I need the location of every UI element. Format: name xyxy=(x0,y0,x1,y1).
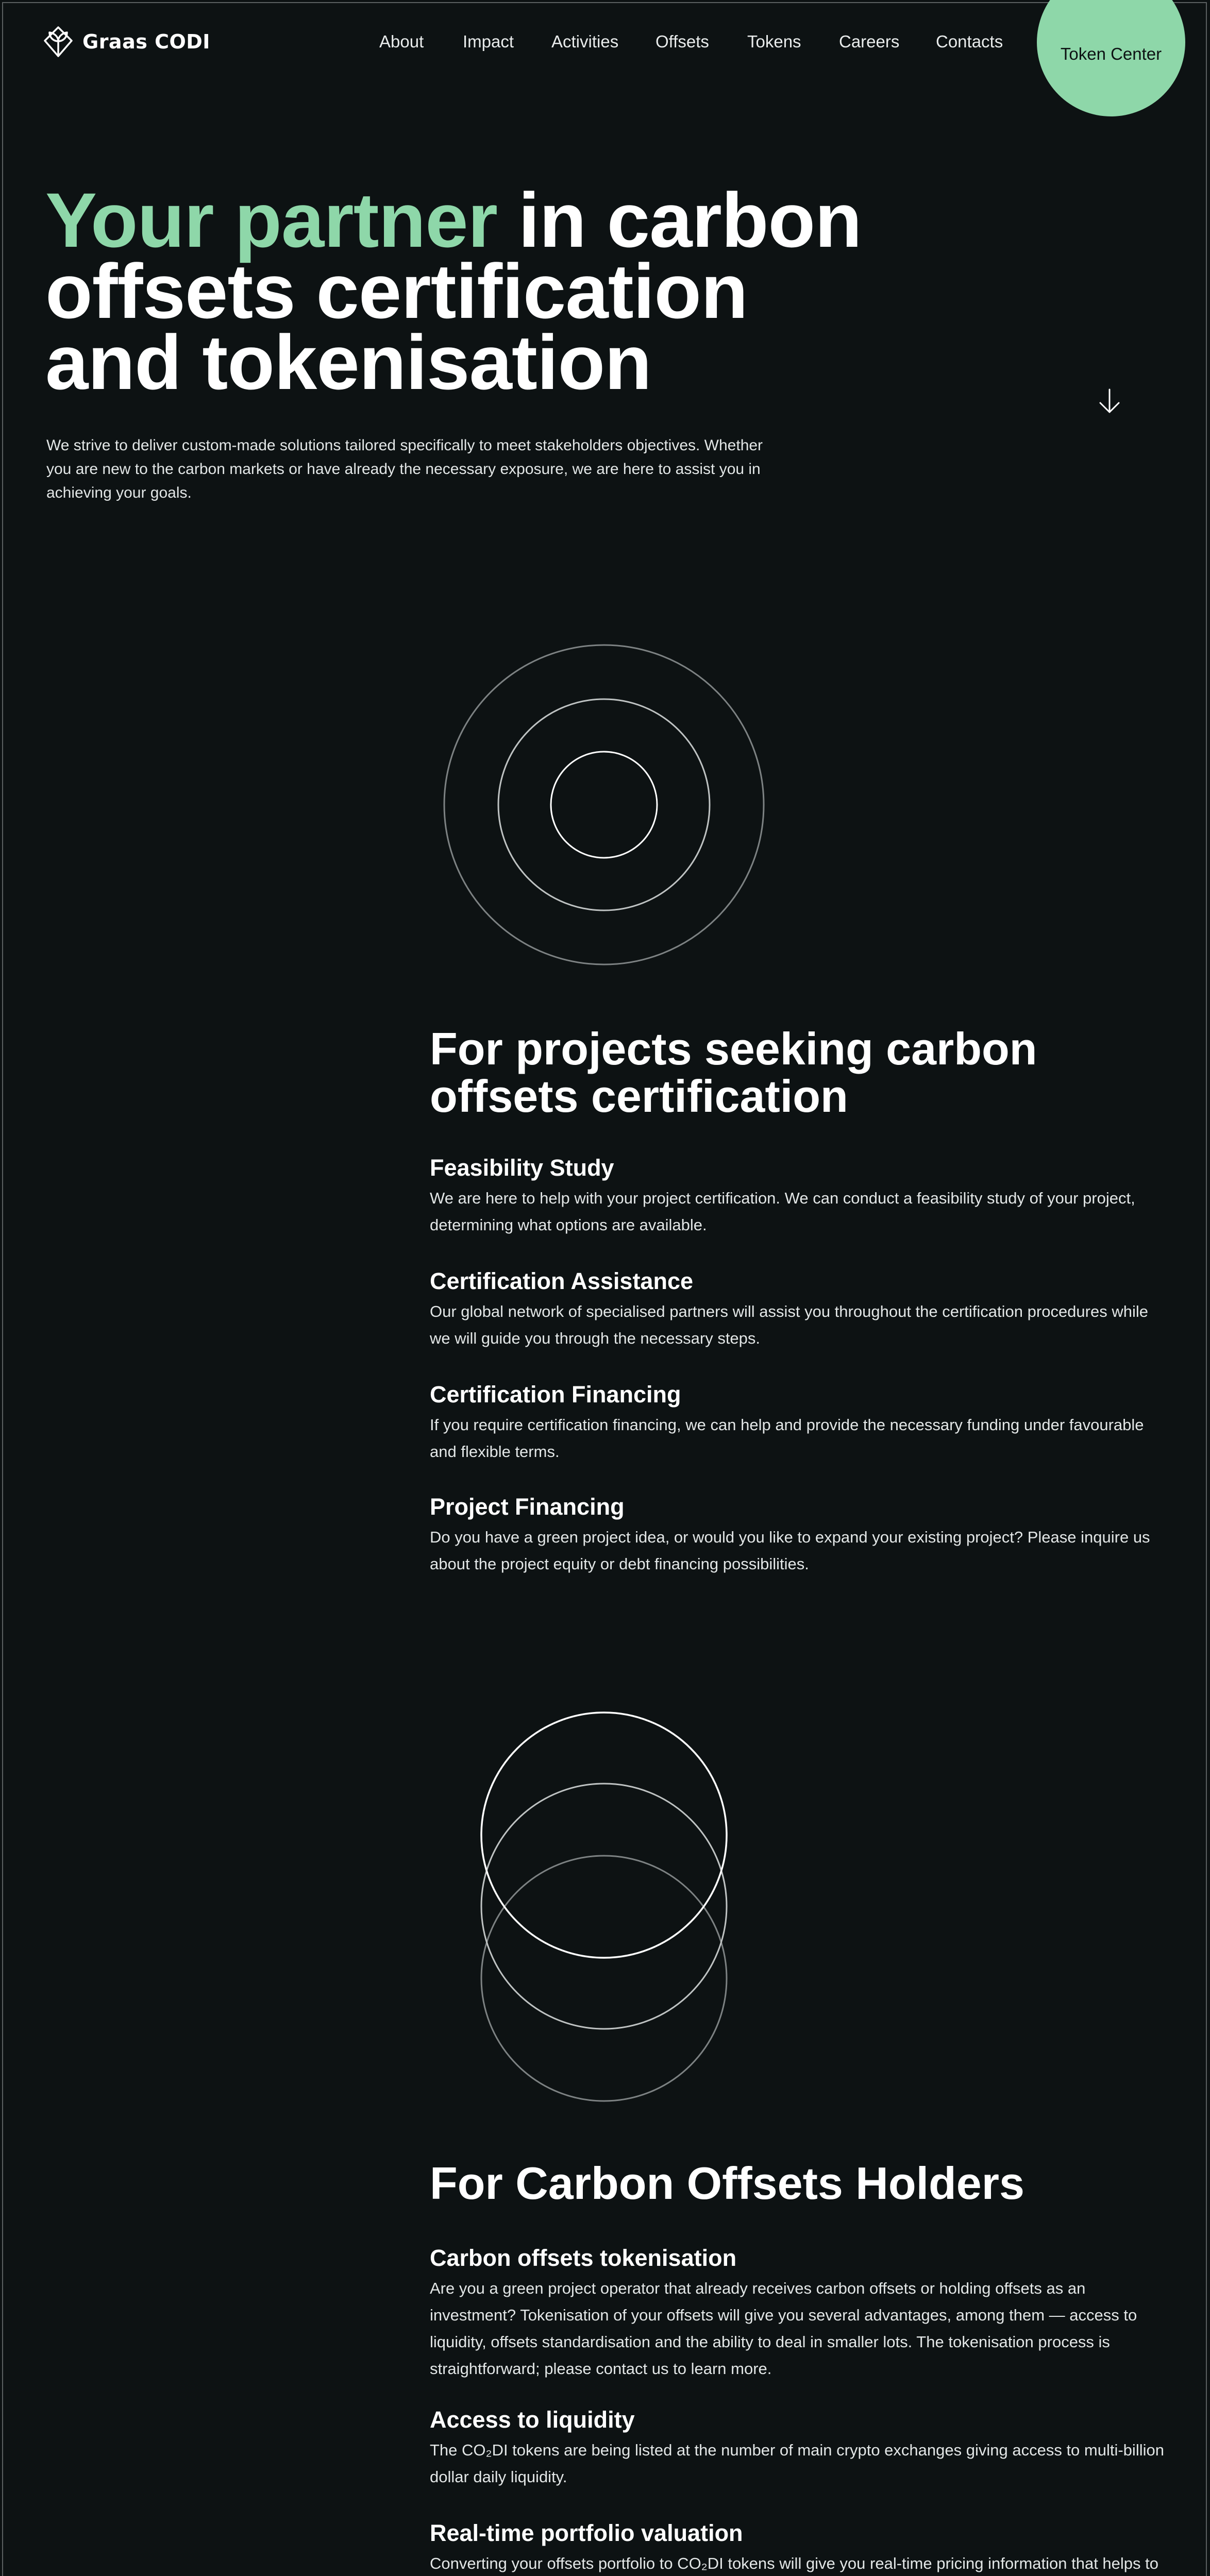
feature-title: Real-time portfolio valuation xyxy=(430,2520,743,2546)
main-nav xyxy=(0,32,1210,53)
feature-real-time-portfolio-valuation xyxy=(430,2519,1172,2576)
feature-desc: If you require certification financing, we can help and provide the necessary funding under favourable and flexible terms. xyxy=(430,1416,1144,1461)
feature-certification-financing xyxy=(430,1381,1172,1465)
stacked-circles-graphic xyxy=(479,1710,729,2104)
outer-circle xyxy=(444,645,764,964)
feature-desc: Converting your offsets portfolio to CO₂DI tokens will give you real-time pricing information that helps to xyxy=(430,2554,1158,2572)
hero-title-rest: in carbon offsets certification and tokenisation xyxy=(45,177,862,405)
feature-access-to-liquidity xyxy=(430,2406,1172,2490)
holders-section-title: For Carbon Offsets Holders xyxy=(430,2158,1024,2209)
nav-item-tokens[interactable]: Tokens xyxy=(747,32,801,51)
feature-desc: We are here to help with your project certification. We can conduct a feasibility study of your project, determining what options are available. xyxy=(430,1189,1135,1234)
middle-circle xyxy=(498,699,710,910)
concentric-circles-graphic xyxy=(443,644,765,965)
feature-desc: The CO₂DI tokens are being listed at the number of main crypto exchanges giving access to multi-billion dollar daily liquidity. xyxy=(430,2441,1164,2486)
hero-title xyxy=(45,177,870,405)
bottom-circle xyxy=(481,1856,727,2101)
nav-item-activities[interactable]: Activities xyxy=(551,32,619,51)
middle-circle xyxy=(481,1784,727,2029)
feature-title: Certification Assistance xyxy=(430,1268,693,1294)
feature-carbon-offsets-tokenisation xyxy=(430,2244,1172,2382)
arrow-down-icon[interactable] xyxy=(1098,387,1121,415)
inner-circle xyxy=(551,752,657,858)
feature-title: Certification Financing xyxy=(430,1381,681,1408)
projects-section-title: For projects seeking carbon offsets certification xyxy=(430,1023,1037,1122)
feature-feasibility-study xyxy=(430,1154,1172,1239)
feature-title: Carbon offsets tokenisation xyxy=(430,2245,737,2271)
brand-name: Graas CODI xyxy=(82,30,210,53)
feature-title: Access to liquidity xyxy=(430,2406,635,2433)
feature-desc: Our global network of specialised partners will assist you throughout the certification procedures while we will guide you through the necessary steps. xyxy=(430,1302,1148,1347)
feature-title: Project Financing xyxy=(430,1494,625,1520)
hero-subtitle: We strive to deliver custom-made solutions tailored specifically to meet stakeholders objectives. Whether you are new to the carbon markets or have already the necessary exposure, we are here to assist you in achieving your goals. xyxy=(46,437,763,501)
feature-desc: Are you a green project operator that already receives carbon offsets or holding offsets as an investment? Tokenisation of your offsets will give you several advantages, among them — access to liquidity, offsets standardisation and the ability to deal in smaller lots. The tokenisation process is straightforward; please contact us to learn more. xyxy=(430,2279,1137,2378)
nav-item-contacts[interactable]: Contacts xyxy=(936,32,1003,51)
feature-desc: Do you have a green project idea, or would you like to expand your existing project? Please inquire us about the project equity or debt financing possibilities. xyxy=(430,1528,1150,1573)
token-center-label: Token Center xyxy=(1060,44,1162,63)
feature-certification-assistance xyxy=(430,1267,1172,1352)
feature-project-financing xyxy=(430,1493,1172,1578)
feature-title: Feasibility Study xyxy=(430,1155,614,1181)
top-circle xyxy=(481,1713,727,1958)
hero-title-accent: Your partner xyxy=(45,177,498,263)
nav-item-about[interactable]: About xyxy=(379,32,424,51)
nav-item-offsets[interactable]: Offsets xyxy=(656,32,709,51)
nav-item-impact[interactable]: Impact xyxy=(463,32,514,51)
nav-item-careers[interactable]: Careers xyxy=(839,32,900,51)
